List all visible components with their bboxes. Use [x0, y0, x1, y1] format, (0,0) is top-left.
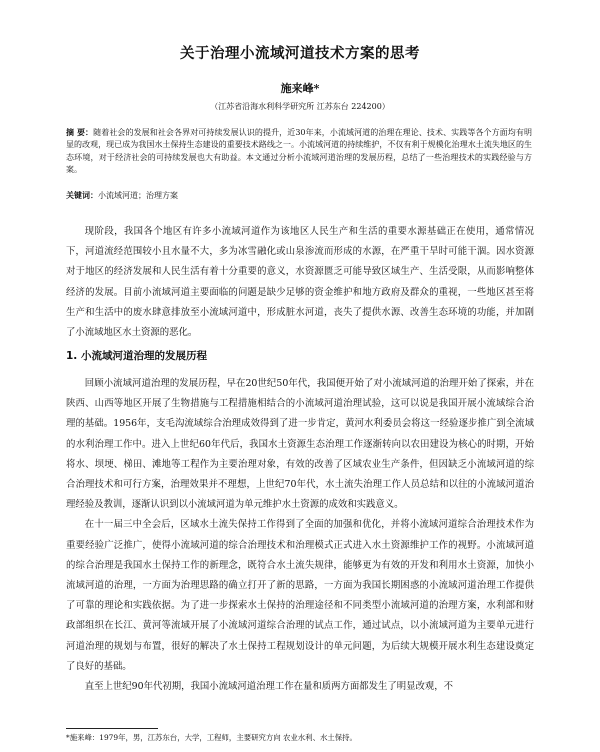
- body-paragraph: 直至上世纪90年代初期，我国小流域河道治理工作在量和质两方面都发生了明显改观，不: [84, 681, 453, 693]
- body-paragraph: 回顾小流域河道治理的发展历程，早在20世纪50年代，我国便开始了对小流域河道的治理开始了探索，并在陕西、山西等地区开展了生物措施与工程措施相结合的小流域河道治理试验，这可以说是我国开展小流域综合治理的基础。1956年，支毛沟流域综合治理成效得到了进一步肯定，黄河水利委员会将这一经验逐步推广到全流域的水利治理工作中。进入上世纪60年代后，我国水土资源生态治理工作逐渐转向以农田建设为核心的时期，开始将水、坝埂、梯田、滩地等工程作为主要治理对象，有效的改善了区域农业生产条件，但因缺乏小流域河道的综合治理技术和可行方案，治理效果并不理想，上世纪70年代，水土流失治理工作人员总结和以往的小流域河道治理经验及教训，逐渐认识到以小流域河道为单元维护水土资源的成效和实践意义。: [66, 378, 534, 511]
- author-name: 施来峰*: [280, 82, 320, 95]
- author-affiliation: （江苏省沿海水利科学研究所 江苏东台 224200）: [210, 102, 390, 111]
- keywords-label: 关键词：: [66, 191, 98, 200]
- footnote: *施来峰：1979年，男，江苏东台，大学，工程师，主要研究方向 农业水利、水土保持。: [66, 733, 357, 742]
- body-paragraph: 在十一届三中全会后，区域水土流失保持工作得到了全面的加强和优化，并将小流域河道综合治理技术作为重要经验广泛推广，使得小流域河道的综合治理技术和治理模式正式进入水土资源维护工作的视野。小流域河道的综合治理是我国水土保持工作的新理念，既符合水土流失规律，能够更为有效的开发和利用水土资源，加快小流域河道的治理，一方面为治理思路的确立打开了新的思路，一方面为我国长期困惑的小流域河道治理工作提供了可靠的理论和实践依据。为了进一步探索水土保持的治理途径和不同类型小流域河道的治理方案，水利部和财政部组织在长江、黄河等流域开展了小流域河道综合治理的试点工作，通过试点，以小流域河道为主要单元进行河道治理的规划与布置，很好的解决了水土保持工程规划设计的单元问题，为后续大规模开展水利生态建设奠定了良好的基础。: [66, 519, 534, 672]
- paper-title: 关于治理小流域河道技术方案的思考: [180, 46, 420, 62]
- intro-paragraph: 现阶段，我国各个地区有许多小流域河道作为该地区人民生产和生活的重要水源基础正在使用，通常情况下，河道流经范围较小且水量不大，多为冰雪融化或山泉渗流而形成的水源，在严重干旱时可能干涸。因水资源对于地区的经济发展和人民生活有着十分重要的意义，水资源匮乏可能导致区域生产、生活受限，从而影响整体经济的发展。目前小流域河道主要面临的问题是缺少足够的资金维护和地方政府及群众的重视，一些地区甚至将生产和生活中的废水肆意排放至小流域河道中，形成脏水河道，丧失了提供水源、改善生态环境的功能，并加剧了小流域地区水土资源的恶化。: [66, 226, 534, 339]
- abstract-text: 随着社会的发展和社会各界对可持续发展认识的提升，近30年来，小流域河道的治理在理论、技术、实践等各个方面均有明显的改观，现已成为我国水土保持生态建设的重要技术路线之一。小流域河道的持续维护，不仅有利于规模化治理水土流失地区的生态环境，对于经济社会的可持续发展也大有助益。本文通过分析小流域河道治理的发展历程，总结了一些治理技术的实践经验与方案。: [66, 128, 532, 174]
- section-body: [66, 374, 534, 697]
- keywords: [66, 190, 532, 201]
- abstract-label: 摘 要：: [66, 128, 94, 137]
- footnote-divider: [66, 728, 158, 729]
- section-heading: 1. 小流域河道治理的发展历程: [66, 350, 207, 362]
- keywords-text: 小流域河道；治理方案: [98, 191, 178, 200]
- intro-section: [66, 222, 534, 343]
- abstract: [66, 127, 532, 176]
